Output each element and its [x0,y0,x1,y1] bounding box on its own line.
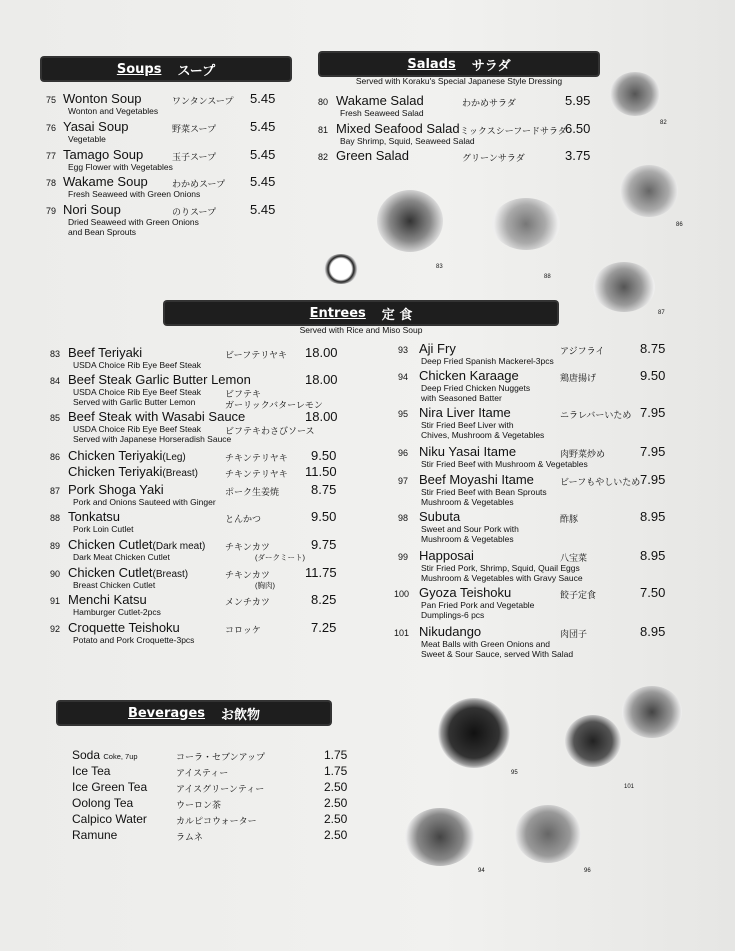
item-description: Vegetable [68,134,106,144]
item-name: Aji Fry [419,341,456,356]
item-number: 83 [50,349,61,359]
item-name-jp: わかめサラダ [462,98,516,108]
item-price: 9.50 [311,448,337,463]
item-price: 18.00 [305,372,338,387]
salads-title: Salads [407,56,456,72]
item-description: Mushroom & Vegetables [421,534,514,544]
item-number: 77 [46,151,57,161]
item-name [68,372,251,387]
item-name-note: (Breast) [152,569,189,580]
item-description: Mushroom & Vegetables with Gravy Sauce [421,573,583,583]
item-price: 7.95 [640,472,666,487]
item-name [68,592,147,607]
item-description: Sweet & Sour Sauce, served With Salad [421,649,574,659]
photo-caption: 86 [676,222,683,228]
item-name: Niku Yasai Itame [419,444,517,459]
photo-caption: 82 [660,120,667,126]
entrees-banner [165,302,557,324]
photo-caption: 96 [584,868,591,874]
food-photo-83 [377,190,443,252]
beverage-note: Coke, 7up [103,752,138,761]
entrees-subtitle: Served with Rice and Miso Soup [299,325,423,335]
beverage-name-text: Oolong Tea [72,796,134,810]
item-description: USDA Choice Rib Eye Beef Steak [73,360,202,370]
item-number: 96 [398,448,409,458]
item-number: 97 [398,476,409,486]
item-number: 85 [50,413,61,423]
beverage-name-text: Ramune [72,828,118,842]
item-description: Egg Flower with Vegetables [68,162,173,172]
beverage-name [72,812,147,826]
photo-caption: 94 [478,868,485,874]
beverage-name [72,748,138,762]
item-name-jp: 肉団子 [560,629,588,639]
item-name-jp: 野菜スープ [172,124,217,134]
item-name-jp: 玉子スープ [172,152,217,162]
item-name: Beef Moyashi Itame [419,472,534,487]
soup-bowl-photo [323,254,359,284]
item-price: 8.95 [640,548,666,563]
salads-banner [320,53,598,75]
item-name-jp: ワンタンスープ [172,96,234,106]
item-description: Deep Fried Spanish Mackerel-3pcs [421,356,554,366]
beverage-name [72,828,117,842]
beverage-name [72,796,133,810]
item-name: Yasai Soup [63,119,129,134]
item-name: Wakame Soup [63,174,148,189]
item-name-jp: チキンカツ [225,542,270,552]
item-number: 87 [50,486,61,496]
beverage-name-text: Ice Tea [72,764,111,778]
food-photo-87 [593,262,655,312]
item-number: 94 [398,372,409,382]
photo-caption: 87 [658,310,665,316]
item-price: 8.95 [640,624,666,639]
soups-banner [42,58,290,80]
item-price: 8.25 [311,592,337,607]
item-price: 18.00 [305,345,338,360]
item-description: Hamburger Cutlet-2pcs [73,607,161,617]
item-number: 81 [318,125,329,135]
item-number: 91 [50,596,61,606]
item-description: Dried Seaweed with Green Onions [68,217,199,227]
beverage-name-jp: コーラ・セブンアップ [176,752,266,762]
entrees-title-jp: 定 食 [381,307,413,323]
item-price: 7.50 [640,585,666,600]
entrees-title: Entrees [309,305,366,321]
photo-caption: 83 [436,264,443,270]
item-name-text: Chicken Teriyaki [68,464,163,479]
beverage-name-text: Soda [72,748,101,762]
item-description: USDA Choice Rib Eye Beef Steak [73,424,202,434]
item-name-jp: (胸肉) [255,581,275,590]
item-price: 5.45 [250,91,276,106]
item-name-jp: ビフテキ [225,389,262,399]
item-number: 86 [50,452,61,462]
item-price: 7.25 [311,620,337,635]
item-price: 7.95 [640,444,666,459]
item-name-jp: ビーフもやしいため [560,477,641,487]
item-name [68,464,198,479]
food-photo-86 [620,165,678,217]
item-price: 11.50 [305,464,337,479]
item-description: Stir Fried Beef with Bean Sprouts [421,487,547,497]
item-number: 79 [46,206,57,216]
item-name: Green Salad [336,148,409,163]
item-name-jp: コロッケ [225,625,261,635]
item-name-jp: ニラレバーいため [560,410,632,420]
item-name: Nira Liver Itame [419,405,511,420]
item-name-text: Chicken Teriyaki [68,448,163,463]
item-description: Deep Fried Chicken Nuggets [421,383,531,393]
beverage-name [72,780,147,794]
item-name-jp: グリーンサラダ [462,153,525,163]
photo-caption: 88 [544,274,551,280]
item-description: Potato and Pork Croquette-3pcs [73,635,195,645]
item-description: Sweet and Sour Pork with [421,524,519,534]
item-name-jp: チキンテリヤキ [225,469,288,479]
beverage-name-jp: ラムネ [176,832,203,842]
item-name: Chicken Karaage [419,368,519,383]
item-name-jp: (ダークミート) [255,553,305,562]
item-number: 98 [398,513,409,523]
item-name: Mixed Seafood Salad [336,121,460,136]
item-price: 3.75 [565,148,591,163]
beverage-name [72,764,110,778]
item-name-text: Beef Steak with Wasabi Sauce [68,409,246,424]
item-name-text: Beef Teriyaki [68,345,143,360]
item-number: 88 [50,513,61,523]
item-description: Served with Garlic Butter Lemon [73,397,196,407]
item-price: 8.75 [311,482,337,497]
item-name-jp: メンチカツ [225,597,270,607]
item-description: Fresh Seaweed Salad [340,108,424,118]
food-photo-101 [565,715,621,767]
item-name-note: (Leg) [162,452,186,463]
item-price: 5.45 [250,119,276,134]
beverages-title: Beverages [127,705,206,721]
item-name-jp: とんかつ [225,514,262,524]
item-description: Pork Loin Cutlet [73,524,134,534]
item-name-jp: 酢豚 [560,514,579,524]
item-price: 9.50 [311,509,337,524]
beverage-name-jp: ウーロン茶 [176,800,222,810]
item-name-jp: わかめスープ [172,179,226,189]
item-number: 82 [318,152,329,162]
item-name-jp: チキンテリヤキ [225,453,288,463]
item-description: Pork and Onions Sauteed with Ginger [73,497,216,507]
item-description: Wonton and Vegetables [68,106,159,116]
soups-title-jp: スープ [177,63,216,79]
item-price: 8.95 [640,509,666,524]
item-number: 93 [398,345,409,355]
beverage-price: 2.50 [324,812,348,826]
item-name-jp: 八宝菜 [560,553,588,563]
item-number: 95 [398,409,409,419]
item-name-text: Croquette Teishoku [68,620,180,635]
item-name: Nori Soup [63,202,121,217]
item-number: 76 [46,123,57,133]
item-name [68,620,180,635]
item-name-text: Pork Shoga Yaki [68,482,164,497]
beverage-price: 2.50 [324,780,348,794]
item-description: Served with Japanese Horseradish Sauce [73,434,232,444]
item-price: 5.45 [250,202,276,217]
item-name-jp: ビーフテリヤキ [225,350,288,360]
salads-subtitle: Served with Koraku's Special Japanese Style Dressing [355,76,563,86]
beverage-name-jp: カルピコウォーター [176,816,257,826]
item-description: Chives, Mushroom & Vegetables [421,430,545,440]
item-name-note: (Breast) [162,468,198,479]
item-description: Pan Fried Pork and Vegetable [421,600,535,610]
food-photo-82 [610,72,660,116]
item-name [68,448,186,463]
item-name: Gyoza Teishoku [419,585,512,600]
item-number: 75 [46,95,57,105]
item-name-jp: のりスープ [172,207,217,217]
beverages-banner [58,702,330,724]
beverage-name-jp: アイスティー [176,768,229,778]
item-name-text: Chicken Cutlet [68,537,153,552]
beverage-price: 1.75 [324,764,348,778]
item-number: 99 [398,552,409,562]
item-name: Happosai [419,548,474,563]
item-price: 11.75 [305,565,337,580]
item-price: 5.95 [565,93,591,108]
item-description: Bay Shrimp, Squid, Seaweed Salad [340,136,475,146]
item-name [68,482,164,497]
beverages-title-jp: お飲物 [221,707,261,723]
item-price: 5.45 [250,147,276,162]
item-number: 100 [394,589,410,599]
item-number: 92 [50,624,61,634]
item-description: Stir Fried Pork, Shrimp, Squid, Quail Eggs [421,563,580,573]
food-photo-94 [405,808,475,866]
item-description: Fresh Seaweed with Green Onions [68,189,201,199]
food-photo-88 [492,198,560,250]
item-price: 5.45 [250,174,276,189]
photo-caption: 95 [511,770,518,776]
item-name-text: Tonkatsu [68,509,121,524]
item-name-jp: ビフテキわさびソース [225,426,315,436]
item-name-text: Menchi Katsu [68,592,147,607]
beverage-price: 2.50 [324,796,348,810]
item-price: 7.95 [640,405,666,420]
food-photo-side [622,686,682,738]
item-description: Stir Fried Beef Liver with [421,420,514,430]
beverage-name-text: Ice Green Tea [72,780,148,794]
item-description: Dark Meat Chicken Cutlet [73,552,170,562]
item-name: Wonton Soup [63,91,142,106]
beverage-price: 2.50 [324,828,348,842]
item-name-jp: ガーリックバターレモン [225,400,323,410]
food-photo-96 [515,805,581,863]
item-price: 18.00 [305,409,338,424]
item-price: 9.75 [311,537,337,552]
item-price: 8.75 [640,341,666,356]
item-name: Wakame Salad [336,93,424,108]
item-name-jp: チキンカツ [225,570,270,580]
item-name-jp: 餃子定食 [560,590,597,600]
item-name: Nikudango [419,624,482,639]
item-description: and Bean Sprouts [68,227,137,237]
soups-title: Soups [116,61,162,77]
item-description: Stir Fried Beef with Mushroom & Vegetables [421,459,588,469]
item-name-jp: ポーク生姜焼 [225,487,280,497]
item-name [68,537,205,552]
beverage-name-jp: アイスグリーンティー [176,784,265,794]
item-name-jp: アジフライ [560,346,605,356]
item-name-jp: ミックスシーフードサラダ [460,126,567,136]
item-description: USDA Choice Rib Eye Beef Steak [73,387,202,397]
item-name [68,565,188,580]
item-name [68,409,245,424]
photo-caption: 101 [624,784,635,790]
item-price: 6.50 [565,121,591,136]
item-name-note: (Dark meat) [152,541,206,552]
item-number: 90 [50,569,61,579]
item-name [68,509,120,524]
item-description: Meat Balls with Green Onions and [421,639,550,649]
item-name-text: Beef Steak Garlic Butter Lemon [68,372,251,387]
item-name-text: Chicken Cutlet [68,565,153,580]
item-number: 89 [50,541,61,551]
item-name: Tamago Soup [63,147,144,162]
item-name-jp: 鶏唐揚げ [560,373,597,383]
salads-title-jp: サラダ [471,58,511,74]
item-number: 101 [394,628,410,638]
item-number: 80 [318,97,329,107]
food-photo-95 [438,698,510,768]
item-price: 9.50 [640,368,666,383]
item-name-jp: 肉野菜炒め [560,449,606,459]
item-name [68,345,142,360]
item-description: Mushroom & Vegetables [421,497,514,507]
beverage-name-text: Calpico Water [72,812,147,826]
item-description: Dumplings-6 pcs [421,610,485,620]
item-name: Subuta [419,509,461,524]
item-number: 78 [46,178,57,188]
item-description: Breast Chicken Cutlet [73,580,156,590]
beverage-price: 1.75 [324,748,348,762]
item-description: with Seasoned Batter [421,393,502,403]
item-number: 84 [50,376,61,386]
